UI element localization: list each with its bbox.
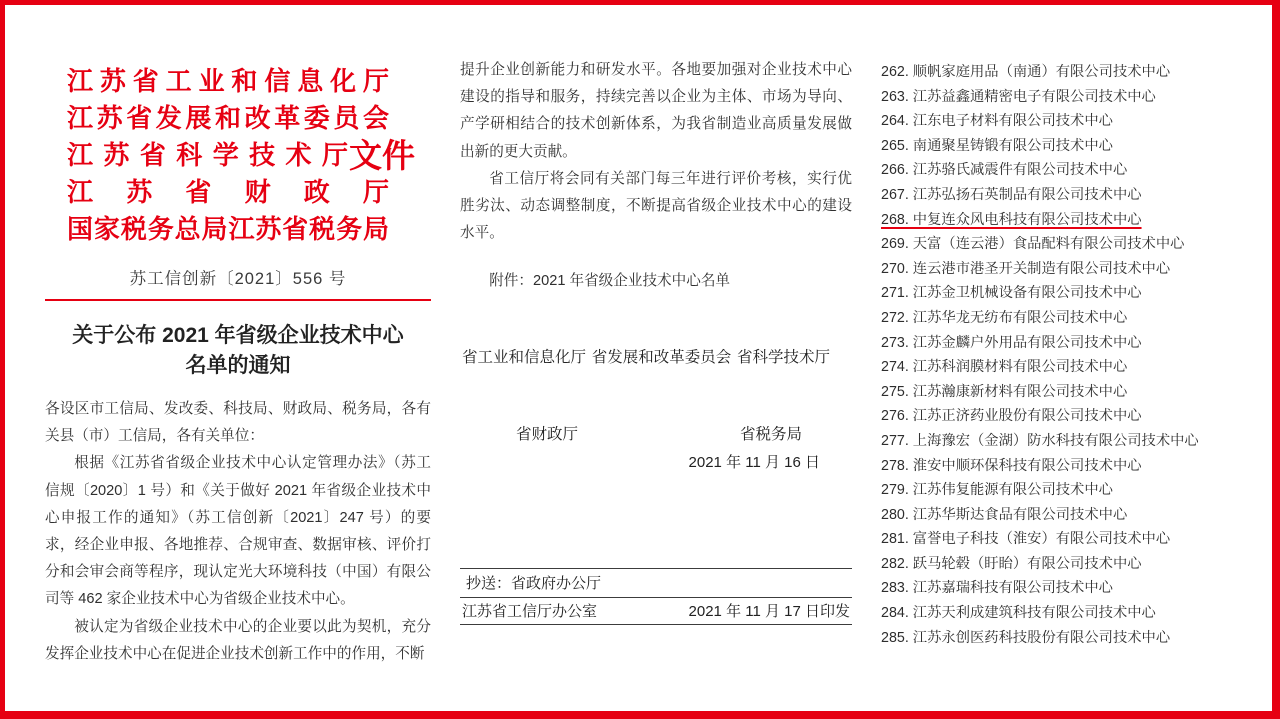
attachment-note: 附件：2021 年省级企业技术中心名单 (489, 273, 731, 289)
list-item: 280. 江苏华斯达食品有限公司技术中心 (881, 506, 1128, 523)
list-item: 274. 江苏科润膜材料有限公司技术中心 (881, 359, 1128, 376)
red-letterhead (67, 63, 415, 248)
list-item: 281. 富誉电子科技（淮安）有限公司技术中心 (881, 531, 1171, 548)
list-item: 283. 江苏嘉瑞科技有限公司技术中心 (881, 580, 1113, 597)
list-item: 278. 淮安中顺环保科技有限公司技术中心 (881, 457, 1142, 474)
list-item: 282. 跃马轮毂（盱眙）有限公司技术中心 (881, 555, 1142, 572)
notice-body-left (45, 396, 431, 668)
salutation: 各设区市工信局、发改委、科技局、财政局、税务局，各有关县（市）工信局，各有关单位： (45, 401, 431, 445)
notice-body-continued (460, 57, 852, 247)
paragraph-expectation-continued: 提升企业创新能力和研发水平。各地要加强对企业技术中心建设的指导和服务，持续完善以企业为主体、市场为导向、产学研相结合的技术创新体系，为我省制造业高质量发展做出新的更大贡献。 (460, 62, 852, 160)
doc-number: 苏工信创新〔2021〕556 号 (129, 270, 347, 288)
notice-title (45, 321, 431, 381)
notice-title-line2: 名单的通知 (185, 354, 291, 377)
issuer-office: 江苏省工信厅办公室 (462, 603, 598, 620)
list-item: 276. 江苏正济药业股份有限公司技术中心 (881, 408, 1142, 425)
left-column (45, 5, 431, 711)
signer-industry-dept: 省工业和信息化厅 (462, 349, 587, 366)
list-item: 285. 江苏永创医药科技股份有限公司技术中心 (881, 629, 1171, 646)
document-footer (460, 568, 852, 625)
right-column (881, 5, 1215, 711)
list-item: 269. 天富（连云港）食品配料有限公司技术中心 (881, 236, 1185, 253)
signature-date: 2021 年 11 月 16 日 (688, 454, 820, 471)
signer-finance-dept: 省财政厅 (516, 426, 579, 443)
list-item: 264. 江东电子材料有限公司技术中心 (881, 113, 1113, 130)
agency-line-3: 江苏省科学技术厅 (67, 140, 348, 170)
agency-line-1: 江苏省工业和信息化厅 (67, 66, 389, 96)
signer-science-dept: 省科学技术厅 (736, 349, 830, 366)
list-item: 272. 江苏华龙无纺布有限公司技术中心 (881, 309, 1128, 326)
list-item: 275. 江苏瀚康新材料有限公司技术中心 (881, 383, 1128, 400)
list-item: 279. 江苏伟复能源有限公司技术中心 (881, 482, 1113, 499)
list-item: 265. 南通聚星铸锻有限公司技术中心 (881, 137, 1113, 154)
list-item: 266. 江苏骆氏减震件有限公司技术中心 (881, 162, 1128, 179)
list-item: 271. 江苏金卫机械设备有限公司技术中心 (881, 285, 1142, 302)
issuer-line (460, 597, 852, 625)
paragraph-review: 省工信厅将会同有关部门每三年进行评价考核，实行优胜劣汰、动态调整制度，不断提高省级企业技术中心的建设水平。 (460, 170, 852, 242)
red-separator-rule (45, 299, 431, 301)
cc-line: 抄送：省政府办公厅 (460, 568, 852, 597)
signature-row-1 (460, 345, 852, 367)
highlighted-list-item: 268. 中复连众风电科技有限公司技术中心 (881, 211, 1142, 228)
list-item: 277. 上海豫宏（金湖）防水科技有限公司技术中心 (881, 432, 1199, 449)
agency-line-5: 国家税务总局江苏省税务局 (67, 214, 389, 244)
list-item: 284. 江苏天利成建筑科技有限公司技术中心 (881, 605, 1156, 622)
signature-row-2 (460, 422, 852, 444)
signer-development-commission: 省发展和改革委员会 (591, 349, 732, 366)
list-item: 273. 江苏金麟户外用品有限公司技术中心 (881, 334, 1142, 351)
list-item: 267. 江苏弘扬石英制品有限公司技术中心 (881, 186, 1142, 203)
list-item: 262. 顺帆家庭用品（南通）有限公司技术中心 (881, 64, 1171, 80)
agency-line-2: 江苏省发展和改革委员会 (67, 103, 389, 133)
file-label: 文件 (349, 137, 415, 174)
signer-tax-bureau: 省税务局 (739, 426, 802, 443)
print-date: 2021 年 11 月 17 日印发 (688, 603, 850, 620)
agency-line-4: 江苏省财政厅 (67, 177, 389, 207)
paragraph-basis: 根据《江苏省省级企业技术中心认定管理办法》（苏工信规〔2020〕1 号）和《关于做好 2021 年省级企业技术中心申报工作的通知》（苏工信创新〔2021〕247 号）的要求，经企业申报、各地推荐、合规审查、数据审核、评价打分和会审会商等程序，现认定光大环境科技（中国）有限公司等 462 家企业技术中心为省级企业技术中心。 (45, 455, 431, 608)
list-item: 263. 江苏益鑫通精密电子有限公司技术中心 (881, 88, 1156, 105)
middle-column (460, 5, 852, 711)
tech-center-list (881, 60, 1215, 650)
paragraph-expectation: 被认定为省级企业技术中心的企业要以此为契机，充分发挥企业技术中心在促进企业技术创新工作中的作用，不断 (45, 618, 431, 662)
notice-title-line1: 关于公布 2021 年省级企业技术中心 (72, 324, 404, 347)
list-item: 270. 连云港市港圣开关制造有限公司技术中心 (881, 260, 1171, 277)
